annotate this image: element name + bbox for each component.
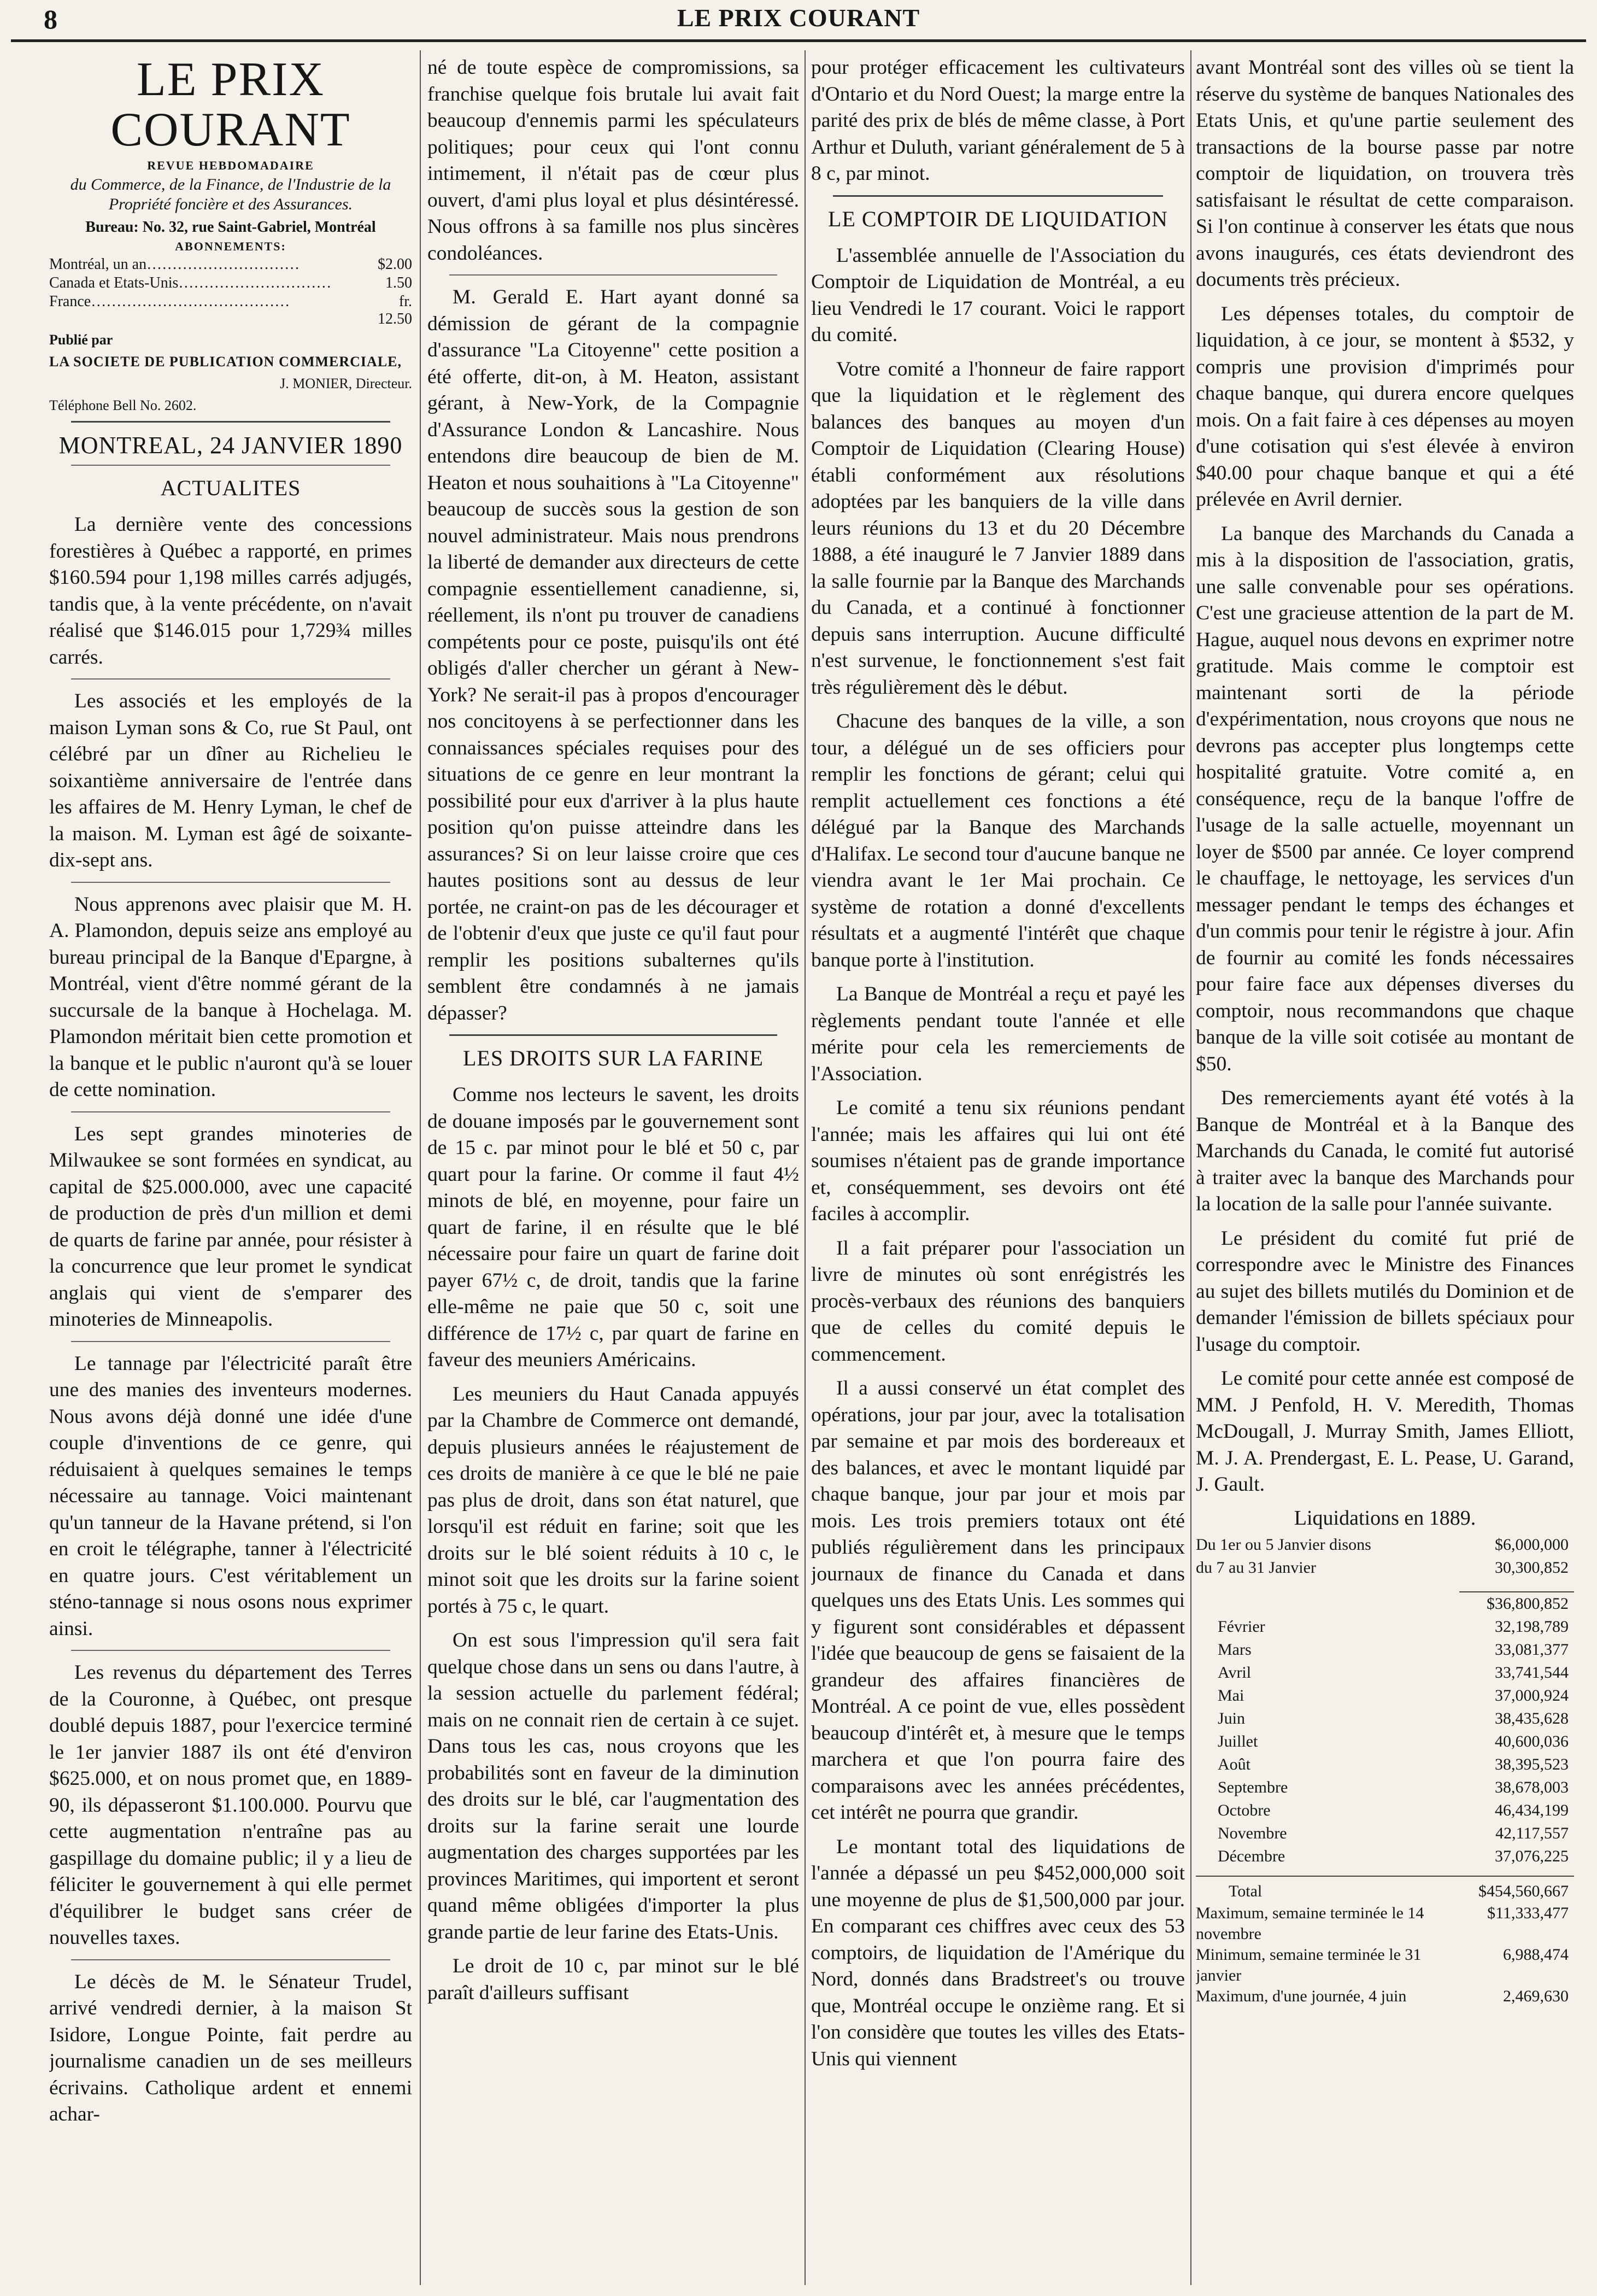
article-paragraph: Nous apprenons avec plaisir que M. H. A. Plamondon, depuis seize ans employé au bureau principal de la Banque d'Epargne, à Montréal, vient d'être nommé gérant de la succursale de la banque à Hochelaga. M. Plamondon méritait bien cette promotion et la banque et le public n'auront qu'à se louer de cette nomination. <box>49 893 412 1101</box>
telephone: Téléphone Bell No. 2602. <box>49 397 197 413</box>
article-paragraph: Le montant total des liquidations de l'année a dépassé un peu $452,000,000 soit une moyenne de plus de $1,500,000 par jour. En comparant ces chiffres avec ceux des 53 comptoirs, de liquidation de l'Amérique du Nord, donnés dans Bradstreet's ou trouve que, Montréal occupe le onzième rang. Et si l'on considère que toutes les villes des Etats-Unis qui viennent <box>811 1835 1185 2070</box>
running-title: LE PRIX COURANT <box>677 4 920 32</box>
article-paragraph: Des remerciements ayant été votés à la Banque de Montréal et à la Banque des Marchands du Canada, le comité fut autorisé à traiter avec la banque des Marchands pour la location de la salle pour l'année suivante. <box>1196 1087 1574 1215</box>
article-paragraph: Comme nos lecteurs le savent, les droits de douane imposés par le gouvernement sont de 15 c. par minot pour le blé et 50 c, par quart pour la farine. Or comme il faut 4½ minots de blé, en moyenne, pour faire un quart de farine, il en résulte que le blé nécessaire pour faire un quart de farine doit payer 67½ c, de droit, tandis que la farine elle-même ne paie que 50 c, soit une différence de 17½ c, par quart de farine en faveur des meuniers Américains. <box>427 1083 799 1371</box>
separator <box>71 421 390 423</box>
separator <box>833 195 1163 197</box>
article-paragraph: Les meuniers du Haut Canada appuyés par la Chambre de Commerce ont demandé, depuis plusieurs années le réajustement de ces droits de manière à ce que le blé ne paie pas plus de droit, dans son état naturel, que lorsqu'il est réduit en farine; soit que les droits sur le blé soient réduits à 10 c, le minot soit que les droits sur la farine soient portés à 75 c, le quart. <box>427 1383 799 1618</box>
subscriptions-label: ABONNEMENTS: <box>175 239 286 253</box>
table-row: Décembre 37,076,225 <box>1218 1847 1569 1865</box>
table-total-row: Total $454,560,667 <box>1196 1876 1574 1903</box>
table-row: Maximum, semaine terminée le 14 novembre $11,333,477 <box>1196 1903 1569 1943</box>
table-row: Juillet 40,600,036 <box>1218 1732 1569 1750</box>
table-row: Octobre 46,434,199 <box>1218 1801 1569 1819</box>
page-number: 8 <box>44 4 57 34</box>
rate-row: France………………………………… fr. 12.50 <box>49 293 412 327</box>
section-heading-droits-farine: LES DROITS SUR LA FARINE <box>463 1046 764 1070</box>
article-paragraph: Le décès de M. le Sénateur Trudel, arrivé vendredi dernier, à la maison St Isidore, Longue Pointe, fait perdre au journalisme canadien un de ses meilleurs écrivains. Catholique ardent et ennemi achar- <box>49 1970 412 2125</box>
table-row: Juin 38,435,628 <box>1218 1709 1569 1727</box>
table-row: Avril 33,741,544 <box>1218 1663 1569 1682</box>
section-heading-comptoir: LE COMPTOIR DE LIQUIDATION <box>828 206 1168 231</box>
header-rule <box>11 39 1586 42</box>
article-paragraph: La Banque de Montréal a reçu et payé les règlements pendant toute l'année et elle mérite pour cela les remerciements de l'Association. <box>811 983 1185 1085</box>
column-3 <box>811 55 1185 2285</box>
running-header <box>0 0 1597 44</box>
masthead-title: LE PRIX COURANT <box>110 55 351 156</box>
article-paragraph: Chacune des banques de la ville, a son tour, a délégué un de ses officiers pour remplir les fonctions de gérant; celui qui remplit actuellement ces fonctions a été délégué par la Banque des Marchands d'Halifax. Le second tour d'aucune banque ne viendra avant le 1er Mai prochain. Ce système de rotation a donné d'excellents résultats et a augmenté l'intérêt que chaque banque porte à l'institution. <box>811 710 1185 971</box>
publisher-name: LA SOCIETE DE PUBLICATION COMMERCIALE, <box>49 354 402 370</box>
article-paragraph: Les associés et les employés de la maison Lyman sons & Co, rue St Paul, ont célébré par un dîner au Richelieu le soixantième anniversaire de l'entrée dans les affaires de M. Henry Lyman, le chef de la maison. M. Lyman est âgé de soixante-dix-sept ans. <box>49 690 412 871</box>
column-4 <box>1196 55 1574 2285</box>
table-row: Août 38,395,523 <box>1218 1755 1569 1773</box>
column-1 <box>49 55 412 2285</box>
article-paragraph: Le comité pour cette année est composé de MM. J Penfold, H. V. Meredith, Thomas McDougall, J. Murray Smith, James Elliott, M. J. A. Prendergast, E. L. Pease, U. Garand, J. Gault. <box>1196 1367 1574 1496</box>
dateline: MONTREAL, 24 JANVIER 1890 <box>58 432 403 459</box>
table-row: Maximum, d'une journée, 4 juin 2,469,630 <box>1196 1987 1569 2005</box>
rate-row: Montréal, un an………………………… $2.00 <box>49 256 412 273</box>
article-paragraph: Le président du comité fut prié de correspondre avec le Ministre des Finances au sujet des billets mutilés du Dominion et de demander l'émission de billets spéciaux pour l'usage du comptoir. <box>1196 1227 1574 1356</box>
separator <box>449 1034 777 1036</box>
separator <box>71 882 390 883</box>
separator <box>449 274 777 276</box>
published-by: Publié par <box>49 332 113 348</box>
separator <box>71 1111 390 1112</box>
column-rule <box>420 50 421 2285</box>
table-row: Mai 37,000,924 <box>1218 1686 1569 1705</box>
liquidations-table <box>1196 1506 1574 2007</box>
table-row: Septembre 38,678,003 <box>1218 1778 1569 1796</box>
separator <box>71 1341 390 1342</box>
separator <box>71 678 390 680</box>
article-paragraph: Le droit de 10 c, par minot sur le blé paraît d'ailleurs suffisant <box>427 1955 799 2004</box>
masthead-subtitle: REVUE HEBDOMADAIRE <box>147 159 314 172</box>
masthead-description: du Commerce, de la Finance, de l'Industrie de la Propriété foncière et des Assurances. <box>70 175 391 213</box>
article-paragraph: On est sous l'impression qu'il sera fait quelque chose dans un sens ou dans l'autre, à la session actuelle du parlement fédéral; mais on ne connait rien de certain à ce sujet. Dans tous les cas, nous croyons que les probabilités sont en faveur de la diminution des droits sur le blé, car l'augmentation des droits sur la farine serait une lourde augmentation des charges supportées par les provinces Maritimes, qui importent et seront quand même obligées d'importer la plus grande partie de leur farine des Etats-Unis. <box>427 1629 799 1943</box>
table-row: Novembre 42,117,557 <box>1218 1824 1569 1842</box>
table-row: Minimum, semaine terminée le 31 janvier 6,988,474 <box>1196 1945 1569 1984</box>
article-paragraph: La dernière vente des concessions forestières à Québec a rapporté, en primes $160.594 pour 1,198 milles carrés adjugés, tandis que, à la vente précédente, on n'avait réalisé que $146.015 pour 1,729¾ milles carrés. <box>49 513 412 669</box>
column-rule <box>805 50 806 2285</box>
article-paragraph: Les revenus du département des Terres de la Couronne, à Québec, ont presque doublé depuis 1887, pour l'exercice terminé le 1er janvier 1887 ils ont été d'environ $625.000, et on nous promet que, en 1889-90, ils dépasseront $1.100.000. Pourvu que cette augmentation n'entraîne pas au gaspillage du domaine public; il y a lieu de féliciter le gouvernement à qui elle permet d'équilibrer le budget sans créer de nouvelles taxes. <box>49 1661 412 1949</box>
director: J. MONIER, Directeur. <box>280 376 412 391</box>
section-heading-actualites: ACTUALITES <box>160 476 301 500</box>
table-row: Février 32,198,789 <box>1218 1617 1569 1636</box>
separator <box>71 1650 390 1651</box>
table-row: Du 1er ou 5 Janvier disons $6,000,000 <box>1196 1535 1569 1554</box>
article-paragraph: Le tannage par l'électricité paraît être une des manies des inventeurs modernes. Nous avons déjà donné une idée d'une couple d'inventions de ce genre, qui réduisaient à quelques semaines le temps nécessaire au tannage. Voici maintenant qu'un tanneur de la Havane prétend, si l'on en croit le télégraphe, tanner à l'électricité en quatre jours. C'est véritablement un sténo-tannage si nous osons nous exprimer ainsi. <box>49 1352 412 1640</box>
rate-row: Canada et Etats-Unis………………………… 1.50 <box>49 274 412 291</box>
column-2 <box>427 55 799 2285</box>
article-paragraph: Les dépenses totales, du comptoir de liquidation, à ce jour, se montent à $532, y compris une provision d'imprimés pour chaque banque, qui durera encore quelques mois. On a fait faire à ces dépenses au moyen d'une cotisation qui s'est élevée à environ $40.00 pour chaque banque et qui a été prélevée en Avril dernier. <box>1196 302 1574 511</box>
separator <box>71 465 390 466</box>
table-row: Mars 33,081,377 <box>1218 1640 1569 1659</box>
separator <box>71 1959 390 1960</box>
article-paragraph: Il a fait préparer pour l'association un livre de minutes où sont enrégistrés les procès-verbaux des réunions des banquiers que de celles du comité depuis le commencement. <box>811 1237 1185 1366</box>
article-paragraph: Votre comité a l'honneur de faire rapport que la liquidation et le règlement des balances des banques au moyen d'un Comptoir de Liquidation (Clearing House) établi conformément aux résolutions adoptées par les banquiers de la ville dans leurs réunions du 13 et du 20 Décembre 1888, a été inauguré le 7 Janvier 1889 dans la salle fournie par la Banque des Marchands du Canada, et a continué à fonctionner depuis sans interruption. Aucune difficulté n'est survenue, le fonctionnement s'est fait très régulièrement dès le début. <box>811 358 1185 699</box>
article-paragraph: L'assemblée annuelle de l'Association du Comptoir de Liquidation de Montréal, a eu lieu Vendredi le 17 courant. Voici le rapport du comité. <box>811 244 1185 346</box>
article-paragraph: pour protéger efficacement les cultivateurs d'Ontario et du Nord Ouest; la marge entre la parité des prix de blés de même classe, à Port Arthur et Duluth, variant généralement de 5 à 8 c, par minot. <box>811 56 1185 185</box>
article-paragraph: né de toute espèce de compromissions, sa franchise quelque fois brutale lui avait fait beaucoup d'ennemis parmi les spéculateurs politiques; pour ceux qui l'ont connu intimement, il n'était pas de cœur plus ouvert, d'ami plus loyal et plus désintéressé. Nous offrons à sa famille nos plus sincères condoléances. <box>427 56 799 265</box>
table-title: Liquidations en 1889. <box>1294 1506 1476 1530</box>
article-paragraph: Les sept grandes minoteries de Milwaukee se sont formées en syndicat, au capital de $25.000.000, avec une capacité de production de près d'un million et demi de quarts de farine par année, pour résister à la concurrence que leur promet le syndicat anglais qui vient de s'emparer des minoteries de Minneapolis. <box>49 1122 412 1331</box>
article-paragraph: Il a aussi conservé un état complet des opérations, jour par jour, avec la totalisation par semaine et par mois des bordereaux et des balances, et avec le montant liquidé par chaque banque, jour par jour et mois par mois. Les trois premiers totaux ont été publiés régulièrement dans les principaux journaux de finance du Canada et dans quelques uns des Etats Unis. Les sommes qui y figurent sont considérables et dépassent l'idée que beaucoup de gens se faisaient de la grandeur des affaires financières de Montréal. A ce point de vue, elles possèdent beaucoup d'intérêt et, à mesure que le temps marchera et que l'on pourra faire des comparaisons avec les années précédentes, cet intérêt ne pourra que grandir. <box>811 1377 1185 1824</box>
table-row: $36,800,852 <box>1196 1591 1574 1615</box>
article-paragraph: Le comité a tenu six réunions pendant l'année; mais les affaires qui lui ont été soumises n'étaient pas de grande importance et, conséquemment, ses devoirs ont été faciles à accomplir. <box>811 1097 1185 1225</box>
table-row: du 7 au 31 Janvier 30,300,852 <box>1196 1558 1569 1577</box>
article-paragraph: M. Gerald E. Hart ayant donné sa démission de gérant de la compagnie d'assurance "La Citoyenne" cette position a été offerte, dit-on, à M. Heaton, assistant gérant, à New-York, de la Compagnie d'Assurance London & Lancashire. Nous entendons dire beaucoup de bien de M. Heaton et nous souhaitions à "La Citoyenne" beaucoup de succès sous la gestion de son nouvel administrateur. Mais nous prendrons la liberté de demander aux directeurs de cette compagnie essentiellement canadienne, si, réellement, ils n'ont pu trouver de canadiens compétents pour ce poste, puisqu'ils ont été obligés d'aller chercher un gérant à New-York? Ne serait-il pas à propos d'encourager nos concitoyens à se perfectionner dans les connaissances spéciales requises pour des situations de ce genre en leur montrant la possibilité pour eux d'arriver à la plus haute position qu'on puisse atteindre dans les assurances? Si on leur laisse croire que ces hautes positions sont au dessus de leur portée, ne craint-on pas de les décourager et de l'obtenir d'eux que juste ce qu'il faut pour remplir les positions subalternes qu'ils semblent être condamnés à ne jamais dépasser? <box>427 286 799 1024</box>
masthead <box>49 55 412 415</box>
article-paragraph: avant Montréal sont des villes où se tient la réserve du système de banques Nationales des Etats Unis, et qu'une partie seulement des transactions de la bourse passe par notre comptoir de liquidation, on trouvera très satisfaisant le résultat de cette comparaison. Si l'on continue à conserver les états que nous avons inaugurés, ces états deviendront des documents très précieux. <box>1196 56 1574 291</box>
column-rule <box>1190 50 1191 2285</box>
article-paragraph: La banque des Marchands du Canada a mis à la disposition de l'association, gratis, une salle convenable pour ses opérations. C'est une gracieuse attention de la part de M. Hague, auquel nous devons en exprimer notre gratitude. Mais comme le comptoir est maintenant sorti de la période d'expérimentation, nous croyons que nous ne devrons pas accepter plus longtemps cette hospitalité gratuite. Votre comité a, en conséquence, reçu de la banque l'offre de l'usage de la salle actuelle, moyennant un loyer de $500 par année. Ce loyer comprend le chauffage, le nettoyage, les services d'un messager pendant le temps des échanges et d'un commis pour tenir le régistre à jour. Afin de fournir au comité les fonds nécessaires pour faire face aux dépenses diverses du comptoir, nous recommandons que chaque banque de la ville soit cotisée au montant de $50. <box>1196 522 1574 1075</box>
office-address: Bureau: No. 32, rue Saint-Gabriel, Montréal <box>85 219 376 236</box>
